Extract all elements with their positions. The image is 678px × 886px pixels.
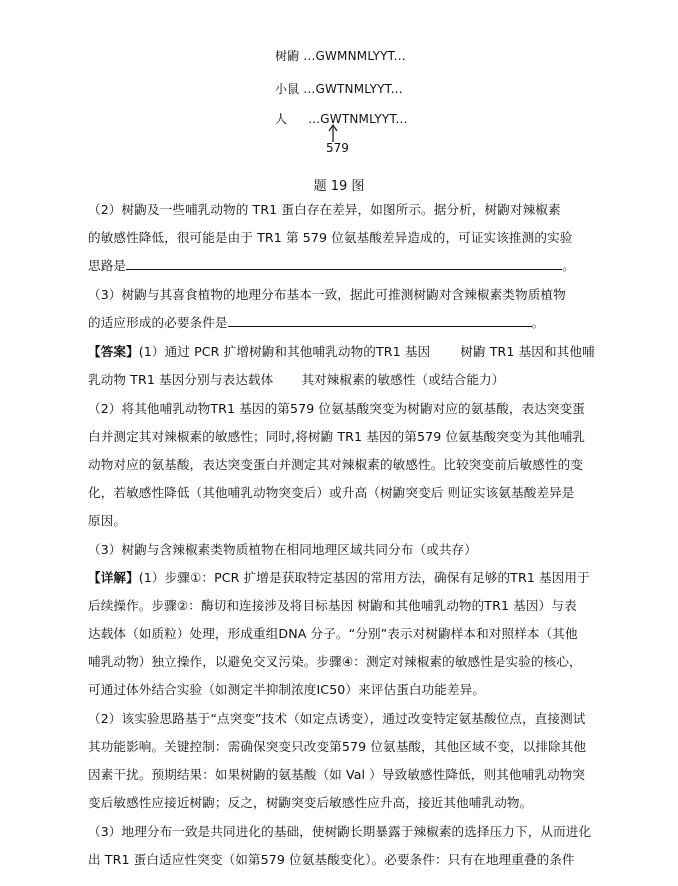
detail-1-line: 后续操作。步骤②：酶切和连接涉及将目标基因 树鼩和其他哺乳动物的TR1 基因）与表: [88, 598, 577, 613]
question-2-line-2: 的敏感性降低，很可能是由于 TR1 第 579 位氨基酸差异造成的，可证实该推测的实验: [88, 230, 573, 245]
species-label: 树鼩: [275, 49, 300, 63]
detail-3-line: （3）地理分布一致是共同进化的基础，使树鼩长期暴露于辣椒素的选择压力下，从而进化: [88, 824, 592, 839]
answer-label: 【答案】: [88, 344, 139, 359]
question-2-line-1: （2）树鼩及一些哺乳动物的 TR1 蛋白存在差异，如图所示。据分析，树鼩对辣椒素: [88, 202, 561, 217]
sequence-row-mouse: [275, 80, 403, 97]
sequence-text: ...GWTNMLYYT...: [303, 82, 403, 96]
species-label: 人: [275, 112, 288, 126]
sequence-text: ...GWTNMLYYT...: [308, 112, 408, 126]
position-label: 579: [326, 141, 349, 155]
detail-text: (1）步骤①：PCR 扩增是获取特定基因的常用方法，确保有足够的TR1 基因用于: [138, 570, 590, 585]
up-arrow-icon: [326, 124, 340, 142]
detail-2-line: 其功能影响。关键控制：需确保突变只改变第579 位氨基酸，其他区域不变，以排除其他: [88, 739, 587, 754]
detail-2-line: 因素干扰。预期结果：如果树鼩的氨基酸（如 Val ）导致敏感性降低，则其他哺乳动物突: [88, 767, 586, 782]
answer-text: 树鼩 TR1 基因和其他哺: [460, 344, 595, 359]
answer-line-1: [88, 343, 595, 361]
question-text: 。: [531, 315, 545, 330]
answer-2-line: 原因。: [88, 513, 127, 528]
question-text: 思路是: [88, 258, 127, 273]
detail-2-line: （2）该实验思路基于“点突变”技术（如定点诱变），通过改变特定氨基酸位点，直接测试: [88, 711, 586, 726]
answer-2-line: 白并测定其对辣椒素的敏感性；同时,将树鼩 TR1 基因的第579 位氨基酸突变为其他哺乳: [88, 429, 586, 444]
answer-blank: [126, 257, 562, 270]
answer-text: (1）通过 PCR 扩增树鼩和其他哺乳动物的TR1 基因: [138, 344, 431, 359]
answer-blank: [228, 314, 532, 327]
answer-2-line: （2）将其他哺乳动物TR1 基因的第579 位氨基酸突变为树鼩对应的氨基酸，表达突变蛋: [88, 401, 585, 416]
answer-text: 乳动物 TR1 基因分别与表达载体: [88, 372, 274, 387]
figure-caption: 题 19 图: [313, 179, 365, 194]
answer-line-2: [88, 371, 504, 389]
question-text: 的适应形成的必要条件是: [88, 315, 228, 330]
species-label: 小鼠: [275, 82, 300, 96]
question-text: 。: [562, 258, 575, 273]
question-2-line-3: [88, 257, 575, 275]
detail-1-line: 哺乳动物）独立操作，以避免交叉污染。步骤④：测定对辣椒素的敏感性是实验的核心，: [88, 654, 582, 669]
detail-label: 【详解】: [88, 570, 139, 585]
sequence-row-tree-shrew: [275, 47, 406, 64]
answer-3-line: （3）树鼩与含辣椒素类物质植物在相同地理区域共同分布（或共存）: [88, 542, 477, 557]
detail-1-line: 达载体（如质粒）处理，形成重组DNA 分子。“分别”表示对树鼩样本和对照样本（其他: [88, 626, 578, 641]
answer-text: 其对辣椒素的敏感性（或结合能力）: [301, 372, 505, 387]
answer-2-line: 动物对应的氨基酸，表达突变蛋白并测定其对辣椒素的敏感性。比较突变前后敏感性的变: [88, 457, 584, 472]
answer-2-line: 化，若敏感性降低（其他哺乳动物突变后）或升高（树鼩突变后 则证实该氨基酸差异是: [88, 485, 575, 500]
question-3-line-1: （3）树鼩与其喜食植物的地理分布基本一致，据此可推测树鼩对含辣椒素类物质植物: [88, 287, 566, 302]
sequence-row-human: [275, 110, 408, 127]
detail-1-line: 可通过体外结合实验（如测定半抑制浓度IC50）来评估蛋白功能差异。: [88, 682, 486, 697]
detail-line-1: [88, 569, 590, 587]
question-3-line-2: [88, 314, 544, 332]
detail-3-line: 出 TR1 蛋白适应性突变（如第579 位氨基酸变化）。必要条件：只有在地理重叠的条件: [88, 852, 575, 867]
sequence-text: ...GWMNMLYYT...: [303, 49, 406, 63]
detail-2-line: 变后敏感性应接近树鼩；反之，树鼩突变后敏感性应升高，接近其他哺乳动物。: [88, 795, 533, 810]
